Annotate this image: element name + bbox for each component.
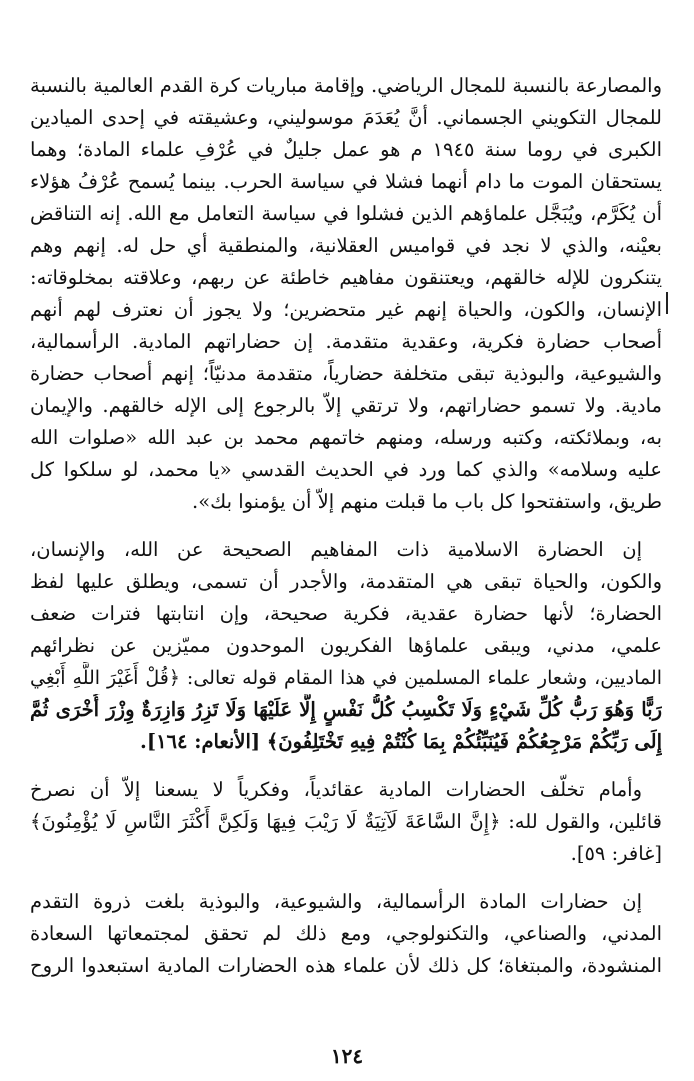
text-line: علمي، مدني، ويبقى علماؤها الفكريون الموحدون مميّزين عن نظرائهم [30,634,662,657]
text-line: الحضارة؛ لأنها حضارة عقدية، فكرية صحيحة، وإن انتابتها فترات ضعف [30,602,662,625]
paragraph-gap [30,758,662,774]
margin-mark [666,292,668,314]
text-line: والشيوعية، والبوذية تبقى متخلفة حضارياً، متقدمة مدنيّاً؛ إنهم أصحاب حضارة [30,362,662,385]
text-line: يستحقان الموت ما دام أنهما فشلا في سياسة الحرب. بينما يُسمح عُرْفُ هؤلاء [30,170,662,193]
text-line: والمصارعة بالنسبة للمجال الرياضي. وإقامة مباريات كرة القدم العالمية بالنسبة [30,74,662,97]
paragraph [30,534,662,758]
text-line: وأمام تخلّف الحضارات المادية عقائدياً، وفكرياً لا يسعنا إلاّ أن نصرخ [30,778,642,801]
paragraph [30,70,662,518]
text-line: إن حضارات المادة الرأسمالية، والشيوعية، والبوذية بلغت ذروة التقدم [30,890,642,913]
text-line: المنشودة، والمبتغاة؛ كل ذلك لأن علماء هذه الحضارات المادية استبعدوا الروح [30,954,662,977]
text-line: بعيْنه، والذي لا نجد في قواميس العقلانية، والمنطقية أي حل له. إنهم وهم [30,234,662,257]
quran-verse-line: إِلَى رَبِّكُمْ مَرْجِعُكُمْ فَيُنَبِّئُكُمْ بِمَا كُنْتُمْ فِيهِ تَخْتَلِفُونَ﴾ [الأنعام: ١٦٤]. [140,730,662,753]
text-line: به، وبملائكته، وكتبه ورسله، ومنهم خاتمهم محمد بن عبد الله «صلوات الله [30,426,662,449]
page-body [30,70,662,1030]
paragraph-gap [30,518,662,534]
text-line: المدني، والصناعي، والتكنولوجي، ومع ذلك لم تحقق لمجتمعاتها السعادة [30,922,662,945]
text-line: أصحاب حضارة فكرية، وعقدية متقدمة. إن حضاراتهم المادية. الرأسمالية، [30,330,662,353]
text-line: طريق، واستفتحوا كل باب ما قبلت منهم إلاّ أن يؤمنوا بك». [192,490,662,513]
text-line: للمجال التكويني الجسماني. أنَّ يُعَدَمَ موسوليني، وعشيقته في إحدى الميادين [30,106,662,129]
text-line: مادية. ولا تسمو حضاراتهم، ولا ترتقي إلاّ بالرجوع إلى الإله خالقهم. والإيمان [30,394,662,417]
text-line: الكبرى في روما سنة ١٩٤٥ م هو عمل جليلٌ في عُرْفِ علماء المادة؛ وهما [30,138,662,161]
text-line: قائلين، والقول لله: ﴿إِنَّ السَّاعَةَ لَآتِيَةٌ لَا رَيْبَ فِيهَا وَلَكِنَّ أَكْثَرَ النَّاسِ لَا يُؤْمِنُونَ﴾ [30,810,662,833]
paragraph [30,774,662,870]
text-line: عليه وسلامه» والذي كما ورد في الحديث القدسي «يا محمد، لو سلكوا كل [30,458,662,481]
text-line: [غافر: ٥٩]. [570,842,662,865]
paragraph [30,886,662,982]
text-line: الماديين، وشعار علماء المسلمين في هذا المقام قوله تعالى: ﴿قُلْ أَغَيْرَ اللَّهِ أَبْغِي [30,667,662,689]
text-line: والكون، والحياة تبقى هي المتقدمة، والأجدر أن تسمى، ويطلق عليها لفظ [30,570,662,593]
quran-verse-line: رَبًّا وَهُوَ رَبُّ كُلِّ شَيْءٍ وَلَا تَكْسِبُ كُلُّ نَفْسٍ إِلَّا عَلَيْهَا وَلَا تَزِرُ وَازِرَةٌ وِزْرَ أُخْرَى ثُمَّ [30,698,662,721]
text-line: أن يُكَرَّم، ويُبَجَّل علماؤهم الذين فشلوا في سياسة التعامل مع الله. إنه التناقض [30,202,662,225]
text-line: يتنكرون للإله خالقهم، ويعتنقون مفاهيم خاطئة عن ربهم، وعلاقته بمخلوقاته: [30,266,662,289]
page-number: ١٢٤ [330,1044,364,1068]
text-line: الإنسان، والكون، والحياة إنهم غير متحضرين؛ ولا يجوز أن نعترف لهم أنهم [30,298,662,321]
text-line: إن الحضارة الاسلامية ذات المفاهيم الصحيحة عن الله، والإنسان، [30,538,642,561]
paragraph-gap [30,870,662,886]
